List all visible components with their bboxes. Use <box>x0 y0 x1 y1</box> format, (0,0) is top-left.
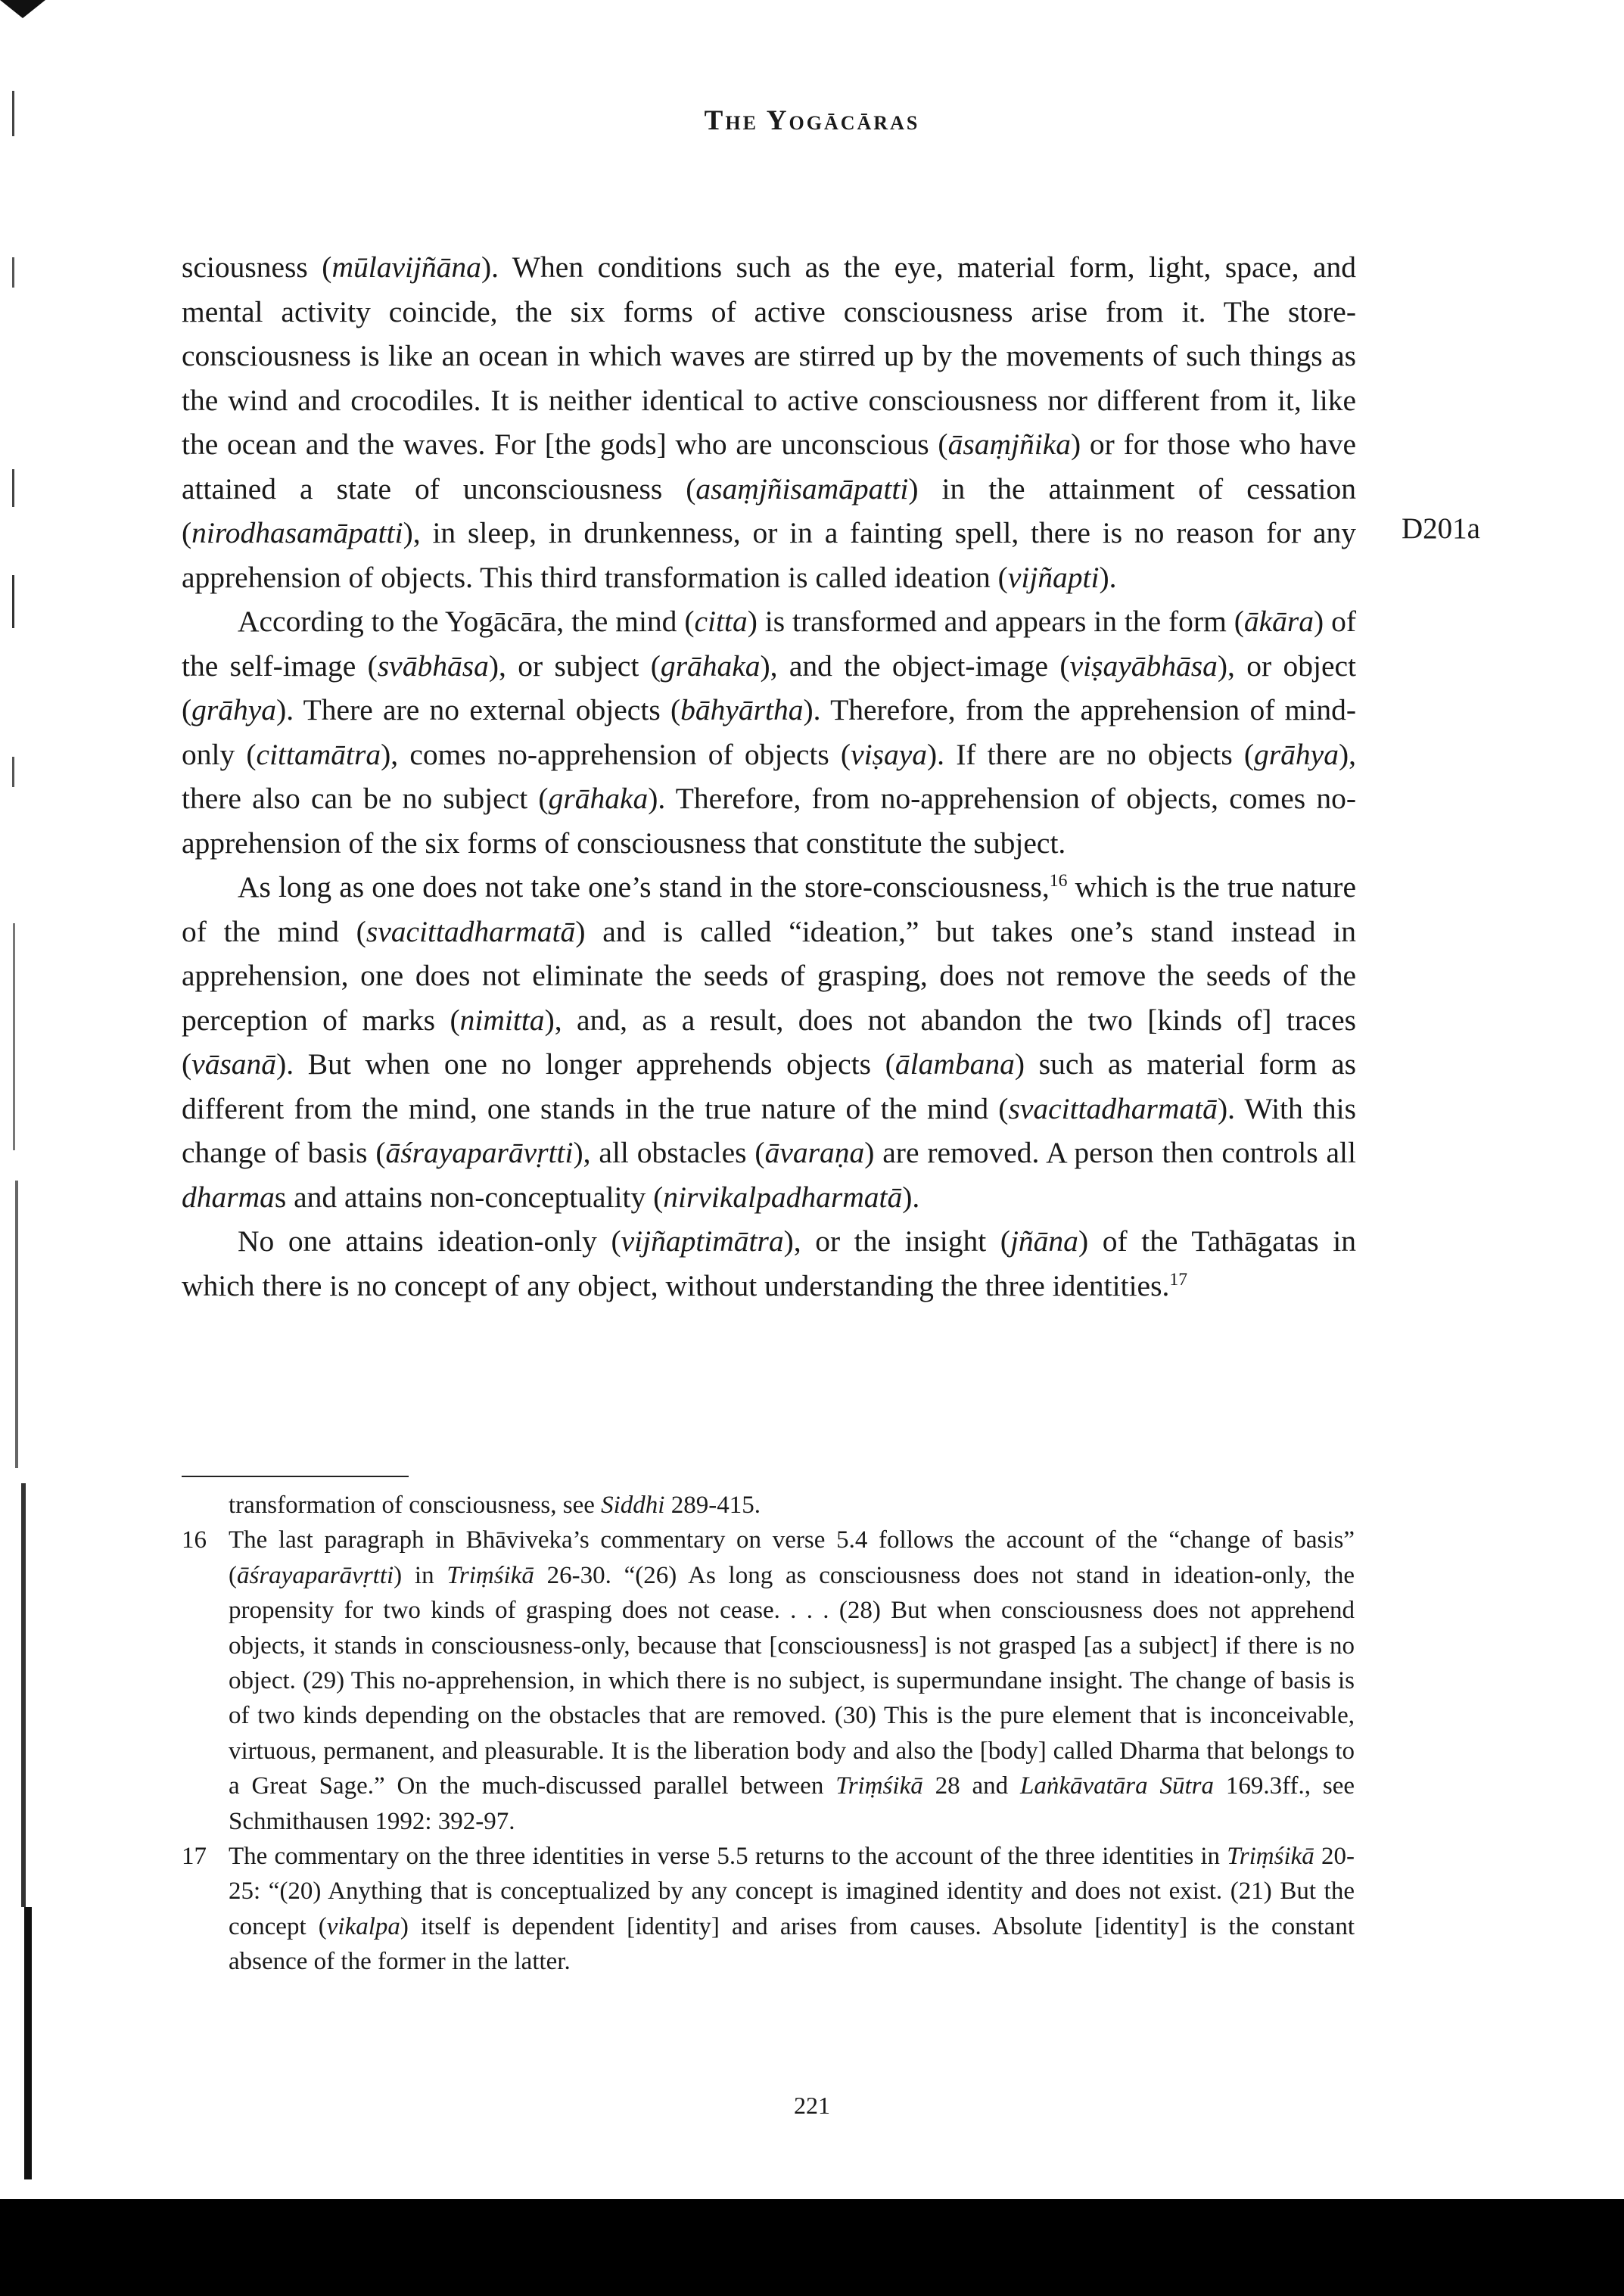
running-head: The Yogācāras <box>704 105 920 136</box>
footnote-rule <box>182 1476 409 1477</box>
paragraph: No one attains ideation-only (vijñaptimātra), or the insight (jñāna) of the Tathāgatas in which there is no concept of any object, without understanding the three identities.$^{17}$ <box>182 1224 1356 1302</box>
footnote-text: The last paragraph in Bhāviveka’s commentary on verse 5.4 follows the account of the “change of basis” (āśrayaparāvṛtti) in Triṃśikā 26-30. “(26) As long as consciousness does not stand in ideation-only, the propensity for two kinds of grasping does not cease. . . . (28) But when consciousness does not apprehend objects, it stands in consciousness-only, because that [consciousness] is not grasped [as a subject] if there is no object. (29) This no-apprehension, in which there is no subject, is supermundane insight. The change of basis is of two kinds depending on the obstacles that are removed. (30) This is the pure element that is inconceivable, virtuous, permanent, and pleasurable. It is the liberation body and also the [body] called Dharma that belongs to a Great Sage.” On the much-discussed parallel between Triṃśikā 28 and Laṅkāvatāra Sūtra 169.3ff., see Schmithausen 1992: 392-97. <box>229 1526 1355 1835</box>
footnotes <box>182 1488 1355 1980</box>
scan-bottom-edge <box>0 2199 1624 2296</box>
footnote-number: 17 <box>182 1843 207 1871</box>
main-text <box>182 245 1356 1308</box>
margin-note: D201a <box>1402 512 1480 545</box>
footnote <box>182 1839 1355 1980</box>
paragraph: sciousness (mūlavijñāna). When conditions such as the eye, material form, light, space, and mental activity coincide, the six forms of active consciousness arise from it. The store-consciousness is like an ocean in which waves are stirred up by the movements of such things as the wind and crocodiles. It is neither identical to active consciousness nor different from it, like the ocean and the waves. For [the gods] who are unconscious (āsaṃjñika) or for those who have attained a state of unconsciousness (asaṃjñisamāpatti) in the attainment of cessation (nirodhasamāpatti), in sleep, in drunkenness, or in a fainting spell, there is no reason for any apprehension of objects. This third transformation is called ideation (vijñapti). <box>182 250 1357 594</box>
page-number: 221 <box>794 2092 830 2119</box>
footnote-number: 16 <box>182 1526 207 1554</box>
footnote <box>182 1523 1355 1839</box>
footnote-continuation: transformation of consciousness, see Siddhi 289-415. <box>229 1492 761 1519</box>
paragraph: According to the Yogācāra, the mind (citta) is transformed and appears in the form (ākāra) of the self-image (svābhāsa), or subject (grāhaka), and the object-image (viṣayābhāsa), or object (grāhya). There are no external objects (bāhyārtha). Therefore, from the apprehension of mind-only (cittamātra), comes no-apprehension of objects (viṣaya). If there are no objects (grāhya), there also can be no subject (grāhaka). Therefore, from no-apprehension of objects, comes no-apprehension of the six forms of consciousness that constitute the subject. <box>182 605 1356 860</box>
footnote-text: The commentary on the three identities in verse 5.5 returns to the account of the three identities in Triṃśikā 20-25: “(20) Anything that is conceptualized by any concept is imagined identity and does not exist. (21) But the concept (vikalpa) itself is dependent [identity] and arises from causes. Absolute [identity] is the constant absence of the former in the latter. <box>229 1843 1355 1976</box>
scan-binding-edge <box>0 0 83 2179</box>
paragraph: As long as one does not take one’s stand in the store-consciousness,$^{16}$ which is the true nature of the mind (svacittadharmatā) and is called “ideation,” but takes one’s stand instead in apprehension, one does not eliminate the seeds of grasping, does not remove the seeds of the perception of marks (nimitta), and, as a result, does not abandon the two [kinds of] traces (vāsanā). But when one no longer apprehends objects (ālambana) such as material form as different from the mind, one stands in the true nature of the mind (svacittadharmatā). With this change of basis (āśrayaparāvṛtti), all obstacles (āvaraṇa) are removed. A person then controls all dharmas and attains non-conceptuality (nirvikalpadharmatā). <box>182 870 1357 1214</box>
